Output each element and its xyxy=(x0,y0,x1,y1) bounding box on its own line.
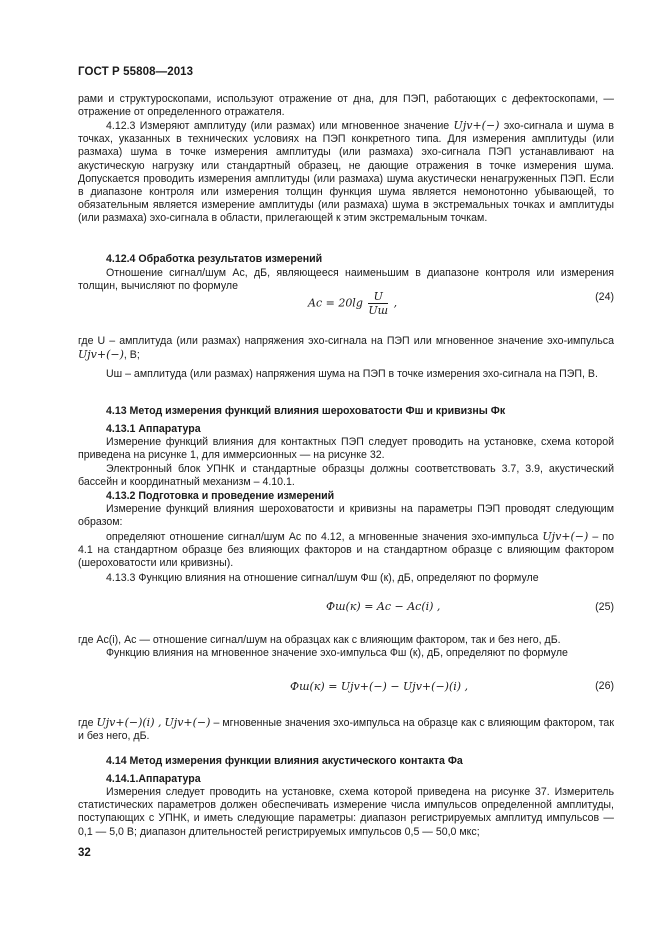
heading-4-13: 4.13 Метод измерения функций влияния шероховатости Фш и кривизны Фк xyxy=(106,405,506,417)
paragraph-4-12-3 xyxy=(78,119,614,226)
paragraph-where-ac: где Aс(i), Aс — отношение сигнал/шум на образцах как с влияющим фактором, так и без него, дБ. xyxy=(78,634,561,646)
where-u-text: где U – амплитуда (или размах) напряжения эхо-сигнала на ПЭП или мгновенное значение эхо-импульса xyxy=(78,335,614,347)
paragraph-4-12-3-start: 4.12.3 Измеряют амплитуду (или размах) или мгновенное значение xyxy=(106,120,450,132)
equation-25-formula: Фш(к) = Aс − Aс(i) , xyxy=(326,600,441,613)
page-number: 32 xyxy=(78,847,91,859)
heading-4-12-4: 4.12.4 Обработка результатов измерений xyxy=(106,253,323,265)
echo-impulse-symbol-i: Ujv+(−)(i) , xyxy=(96,716,162,729)
heading-4-13-1: 4.13.1 Аппаратура xyxy=(106,423,201,435)
paragraph-determine xyxy=(78,530,614,571)
equation-26 xyxy=(78,677,614,707)
equation-24-number: (24) xyxy=(595,291,614,303)
paragraph-4-13-2: Измерение функций влияния шероховатости и кривизны на параметры ПЭП проводят следующим образом: xyxy=(78,503,614,529)
paragraph-4-13-1: Измерение функций влияния для контактных ПЭП следует проводить на установке, схема которой приведена на рисунке 1, для иммерсионных — на рисунке 32. xyxy=(78,436,614,462)
page-header-title: ГОСТ Р 55808—2013 xyxy=(78,66,194,78)
equation-24-fraction xyxy=(368,290,388,317)
equation-26-formula: Фш(к) = Ujv+(−) − Ujv+(−)(i) , xyxy=(290,680,469,693)
equation-24-tail: , xyxy=(393,296,398,310)
equation-25 xyxy=(78,598,614,628)
echo-impulse-symbol: Ujv+(−) xyxy=(453,119,500,132)
equation-25-number: (25) xyxy=(595,601,614,613)
paragraph-4-14-1: Измерения следует проводить на установке, схема которой приведена на рисунке 37. Измеритель статистических параметров должен обеспечивать измерение числа импульсов определенной амплитуды, поступающих с УПНК, и иметь следующие параметры: диапазон регистрируемых амплитуд импульсов — 0,1 — 5,0 В; диапазон длительностей регистрируемых импульсов 0,5 — 50,0 мкс; xyxy=(78,786,614,838)
equation-24-denominator: Uш xyxy=(368,304,389,317)
echo-impulse-symbol: Ujv+(−) xyxy=(164,716,211,729)
heading-4-14-1: 4.14.1.Аппаратура xyxy=(106,773,201,785)
equation-24-numerator: U xyxy=(368,290,388,304)
heading-4-14: 4.14 Метод измерения функции влияния акустического контакта Фа xyxy=(106,755,463,767)
paragraph-4-13-3: 4.13.3 Функцию влияния на отношение сигнал/шум Фш (к), дБ, определяют по формуле xyxy=(106,572,539,584)
determine-end: – по 4.1 на стандартном образце без влияющих факторов и на стандартном образце с влияющим фактором (шероховатости или кривизны). xyxy=(78,531,615,570)
equation-24-lhs: Aс = 20lg xyxy=(308,296,363,310)
where-ujv-text: – мгновенные значения эхо-импульса на образце как с влияющим фактором, так и без него, дБ. xyxy=(78,717,614,743)
paragraph-intro: рами и структуроскопами, используют отражение от дна, для ПЭП, работающих с дефектоскопами, — отражение от определенного отражателя. xyxy=(78,93,614,119)
echo-impulse-symbol: Ujv+(−) xyxy=(78,348,124,362)
paragraph-electronic-block: Электронный блок УПНК и стандартные образцы должны соответствовать 3.7, 3.9, акустический бассейн и координатный механизм – 4.10.1. xyxy=(78,463,614,489)
paragraph-where-ujv xyxy=(78,716,614,743)
where-lead: где xyxy=(78,717,94,729)
equation-24 xyxy=(78,288,614,318)
paragraph-where-u-noise: Uш – амплитуда (или размах) напряжения шума на ПЭП в точке измерения эхо-сигнала на ПЭП, В. xyxy=(106,368,598,380)
echo-impulse-symbol: Ujv+(−) xyxy=(542,530,589,543)
heading-4-13-2: 4.13.2 Подготовка и проведение измерений xyxy=(106,490,335,502)
equation-26-number: (26) xyxy=(595,680,614,692)
determine-start: определяют отношение сигнал/шум Aс по 4.12, а мгновенные значения эхо-импульса xyxy=(106,531,539,543)
where-u-tail: , В; xyxy=(123,349,140,362)
paragraph-signal-noise: Отношение сигнал/шум Aс, дБ, являющееся наименьшим в диапазоне контроля или измерения толщин, вычисляют по формуле xyxy=(78,267,614,293)
paragraph-where-u xyxy=(78,335,614,362)
paragraph-4-12-3-end: эхо-сигнала и шума в точках, указанных в технических условиях на ПЭП конкретного типа. Для измерения амплитуды (или размаха) шума в точке измерения амплитуды (или размаха) эхо-сигнала ПЭП устанавливают на акустическую нагрузку или стандартный образец, не дающие отражения в точке измерения шума. Допускается проводить измерения амплитуды (или размаха) шума акустически ненагруженных ПЭП. Если в диапазоне контроля или измерения толщин функция шума является немонотонно убывающей, то обязательным является измерение амплитуды (или размаха) шума в экстремальных точках и амплитуды (или размаха) эхо-сигнала в области, прилегающей к этим экстремальным точкам. xyxy=(78,120,614,225)
paragraph-function-impulse: Функцию влияния на мгновенное значение эхо-импульса Фш (к), дБ, определяют по формуле xyxy=(106,647,568,659)
equation-24-formula xyxy=(308,290,397,317)
